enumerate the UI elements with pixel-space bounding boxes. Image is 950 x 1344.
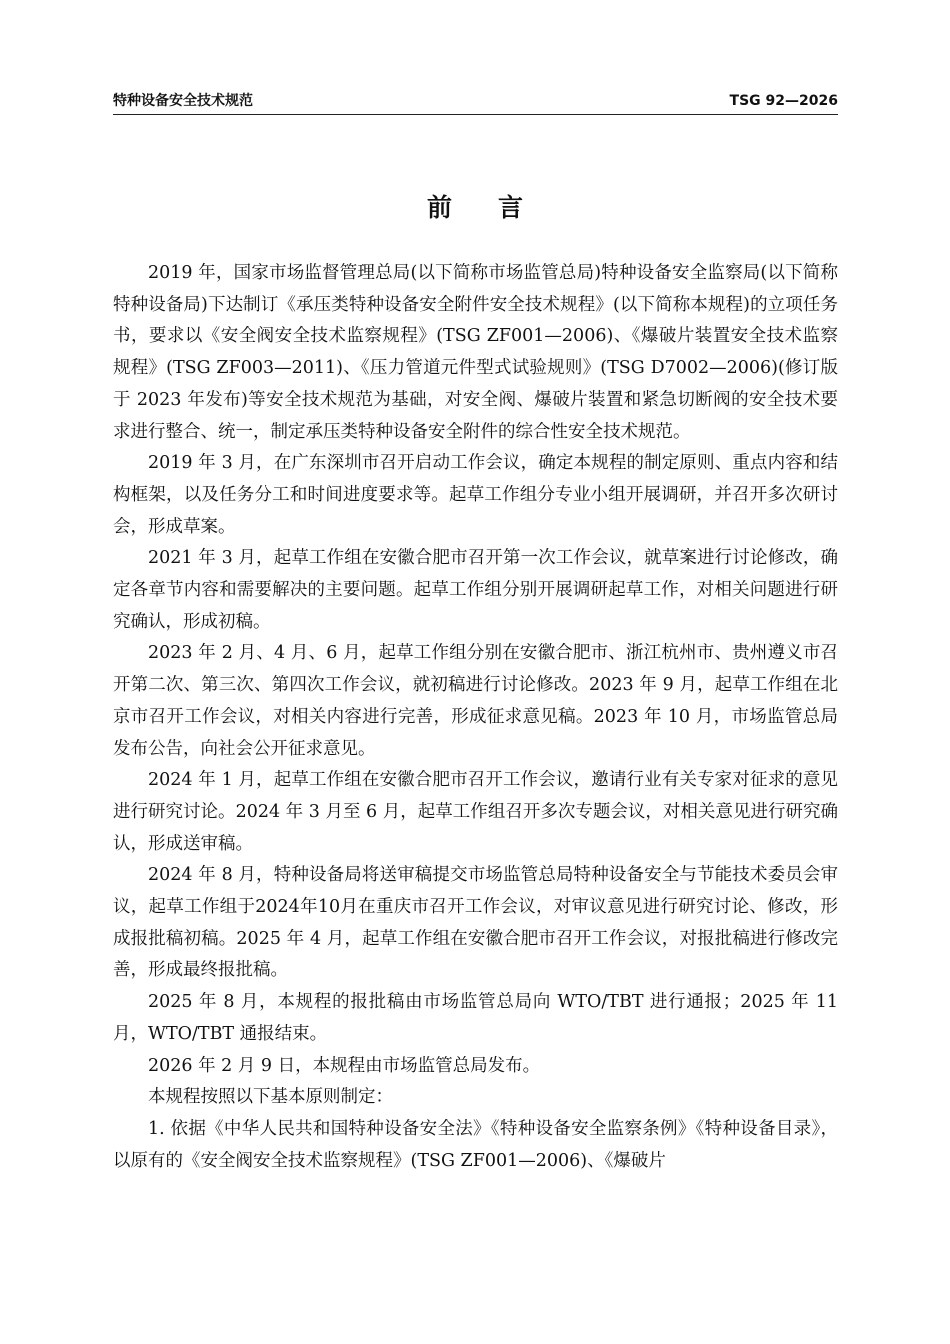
paragraph-kickoff-meeting: 2019 年 3 月，在广东深圳市召开启动工作会议，确定本规程的制定原则、重点内容和结构框架，以及任务分工和时间进度要求等。起草工作组分专业小组开展调研，并召开多次研讨会，形成草案。 xyxy=(113,453,838,537)
paragraph-wto-notification: 2025 年 8 月，本规程的报批稿由市场监管总局向 WTO/TBT 进行通报；2025 年 11 月，WTO/TBT 通报结束。 xyxy=(113,992,838,1044)
page-title: 前言 xyxy=(426,193,569,222)
paragraph-principle-1: 1. 依据《中华人民共和国特种设备安全法》《特种设备安全监察条例》《特种设备目录》，以原有的《安全阀安全技术监察规程》(TSG ZF001—2006)、《爆破片 xyxy=(113,1118,838,1171)
running-header xyxy=(113,90,838,115)
foreword-body xyxy=(113,258,838,1177)
paragraph-publication: 2026 年 2 月 9 日，本规程由市场监管总局发布。 xyxy=(148,1055,541,1076)
header-standard-number: TSG 92—2026 xyxy=(729,93,838,109)
paragraph-review: 2024 年 8 月，特种设备局将送审稿提交市场监管总局特种设备安全与节能技术委员会审议，起草工作组于2024年10月在重庆市召开工作会议，对审议意见进行研究讨论、修改，形成报批稿初稿。2025 年 4 月，起草工作组在安徽合肥市召开工作会议，对报批稿进行修改完善，形成最终报批稿。 xyxy=(113,865,838,981)
paragraph-principles-intro: 本规程按照以下基本原则制定： xyxy=(148,1087,393,1108)
paragraph-submission-draft: 2024 年 1 月，起草工作组在安徽合肥市召开工作会议，邀请行业有关专家对征求的意见进行研究讨论。2024 年 3 月至 6 月，起草工作组召开多次专题会议，对相关意见进行研究确认，形成送审稿。 xyxy=(113,770,838,854)
paragraph-draft-for-comments: 2023 年 2 月、4 月、6 月，起草工作组分别在安徽合肥市、浙江杭州市、贵州遵义市召开第二次、第三次、第四次工作会议，就初稿进行讨论修改。2023 年 9 月，起草工作组在北京市召开工作会议，对相关内容进行完善，形成征求意见稿。2023 年 10 月，市场监管总局发布公告，向社会公开征求意见。 xyxy=(113,643,838,759)
header-document-type: 特种设备安全技术规范 xyxy=(113,93,253,109)
paragraph-first-working-meeting: 2021 年 3 月，起草工作组在安徽合肥市召开第一次工作会议，就草案进行讨论修改，确定各章节内容和需要解决的主要问题。起草工作组分别开展调研起草工作，对相关问题进行研究确认，形成初稿。 xyxy=(113,548,838,632)
paragraph-project-assignment: 2019 年，国家市场监督管理总局(以下简称市场监管总局)特种设备安全监察局(以下简称特种设备局)下达制订《承压类特种设备安全附件安全技术规程》(以下简称本规程)的立项任务书，要求以《安全阀安全技术监察规程》(TSG ZF001—2006)、《爆破片装置安全技术监察规程》(TSG ZF003—2011)、《压力管道元件型式试验规则》(TSG D7002—2006)(修订版于 2023 年发布)等安全技术规范为基础，对安全阀、爆破片装置和紧急切断阀的安全技术要求进行整合、统一，制定承压类特种设备安全附件的综合性安全技术规范。 xyxy=(113,263,838,442)
